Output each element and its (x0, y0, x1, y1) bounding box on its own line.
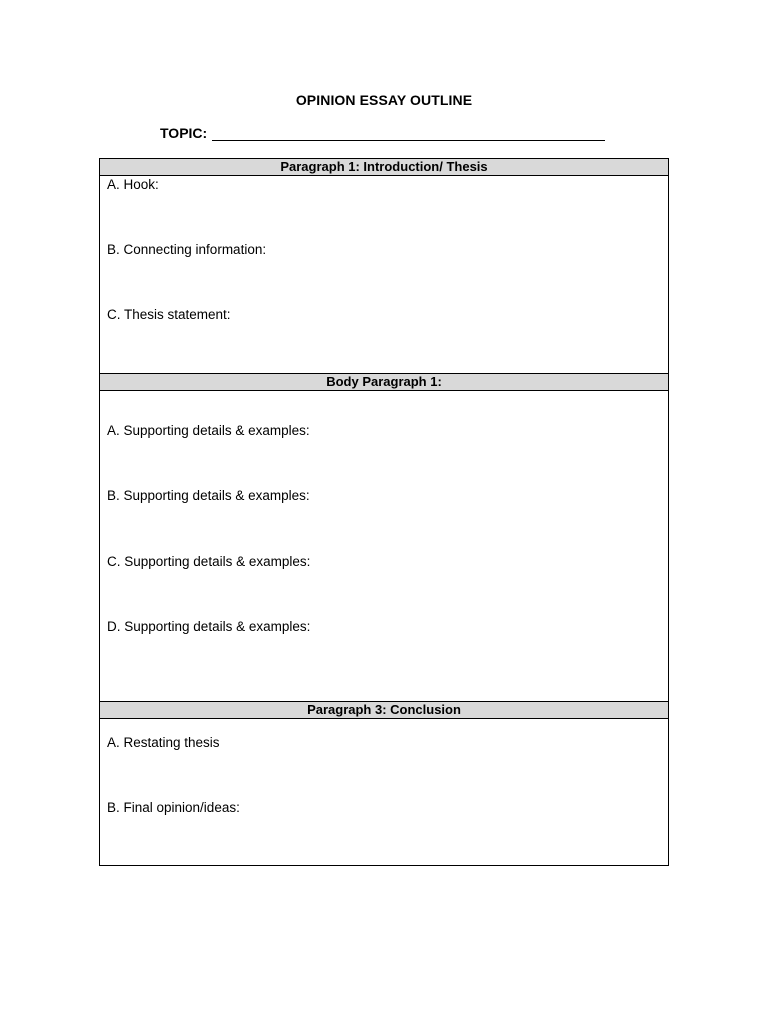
page-title: OPINION ESSAY OUTLINE (295, 92, 473, 108)
intro-item-hook: A. Hook: (107, 177, 159, 192)
topic-label: TOPIC: (160, 125, 208, 141)
intro-item-connecting-info: B. Connecting information: (107, 242, 267, 257)
section-header-introduction: Paragraph 1: Introduction/ Thesis (100, 159, 668, 176)
body-item-a: A. Supporting details & examples: (107, 423, 310, 438)
body-item-b: B. Supporting details & examples: (107, 488, 310, 503)
topic-field (160, 124, 605, 141)
conclusion-item-final-opinion: B. Final opinion/ideas: (107, 800, 240, 815)
intro-item-thesis-statement: C. Thesis statement: (107, 307, 231, 322)
conclusion-item-restating-thesis: A. Restating thesis (107, 735, 220, 750)
body-item-d: D. Supporting details & examples: (107, 619, 311, 634)
section-header-body-paragraph: Body Paragraph 1: (100, 373, 668, 391)
section-header-conclusion: Paragraph 3: Conclusion (100, 701, 668, 719)
outline-table (99, 158, 669, 866)
body-item-c: C. Supporting details & examples: (107, 554, 311, 569)
topic-blank-line[interactable] (212, 124, 605, 141)
